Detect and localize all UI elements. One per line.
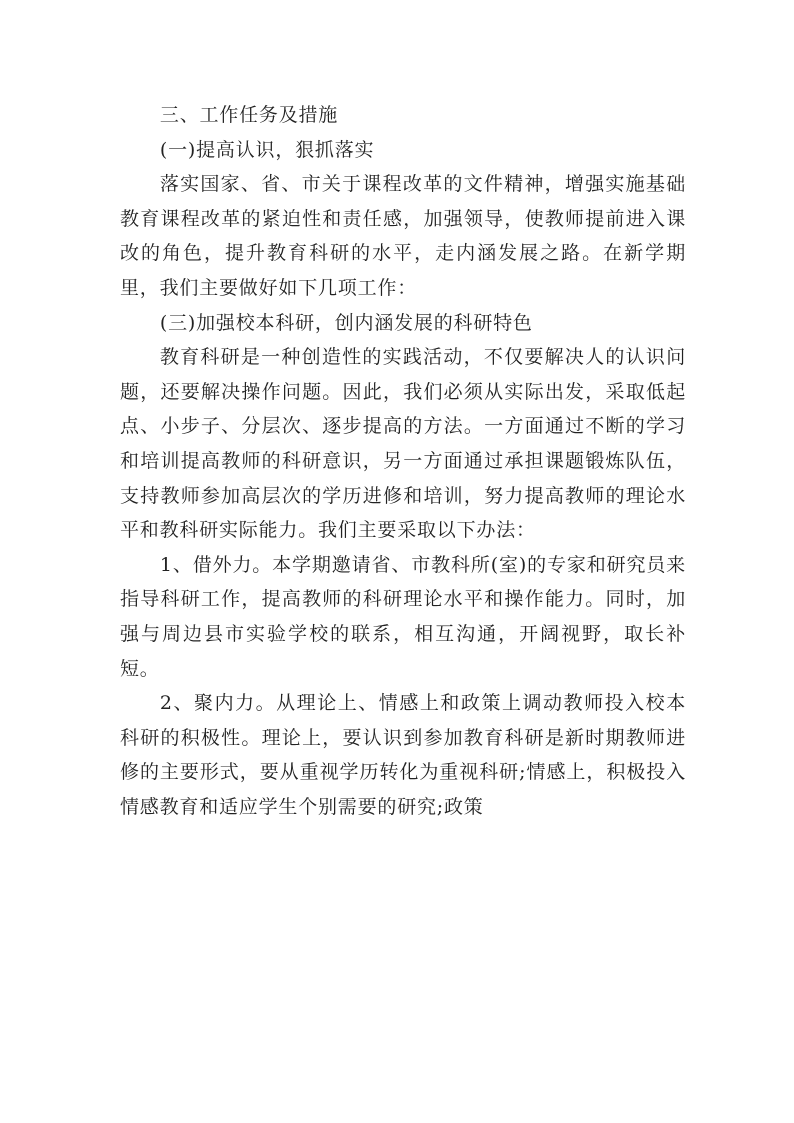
list-item-internal-strength: 2、聚内力。从理论上、情感上和政策上调动教师投入校本科研的积极性。理论上，要认识到参加教育科研是新时期教师进修的主要形式，要从重视学历转化为重视科研;情感上，积极投入情感教育和适应学生个别需要的研究;政策 — [120, 692, 686, 818]
section-heading: 三、工作任务及措施 — [159, 104, 339, 126]
document-body — [120, 98, 686, 824]
subheading-school-research: (三)加强校本科研，创内涵发展的科研特色 — [159, 311, 533, 334]
subheading-raise-awareness: (一)提高认识，狠抓落实 — [159, 138, 375, 161]
paragraph-implementation: 落实国家、省、市关于课程改革的文件精神，增强实施基础教育课程改革的紧迫性和责任感，加强领导，使教师提前进入课改的角色，提升教育科研的水平，走内涵发展之路。在新学期里，我们主要做好如下几项工作： — [120, 173, 686, 299]
paragraph-research-activity: 教育科研是一种创造性的实践活动，不仅要解决人的认识问题，还要解决操作问题。因此，我们必须从实际出发，采取低起点、小步子、分层次、逐步提高的方法。一方面通过不断的学习和培训提高教师的科研意识，另一方面通过承担课题锻炼队伍，支持教师参加高层次的学历进修和培训，努力提高教师的理论水平和教科研实际能力。我们主要采取以下办法： — [120, 346, 686, 542]
list-item-external-help: 1、借外力。本学期邀请省、市教科所(室)的专家和研究员来指导科研工作，提高教师的科研理论水平和操作能力。同时，加强与周边县市实验学校的联系，相互沟通，开阔视野，取长补短。 — [120, 553, 686, 680]
